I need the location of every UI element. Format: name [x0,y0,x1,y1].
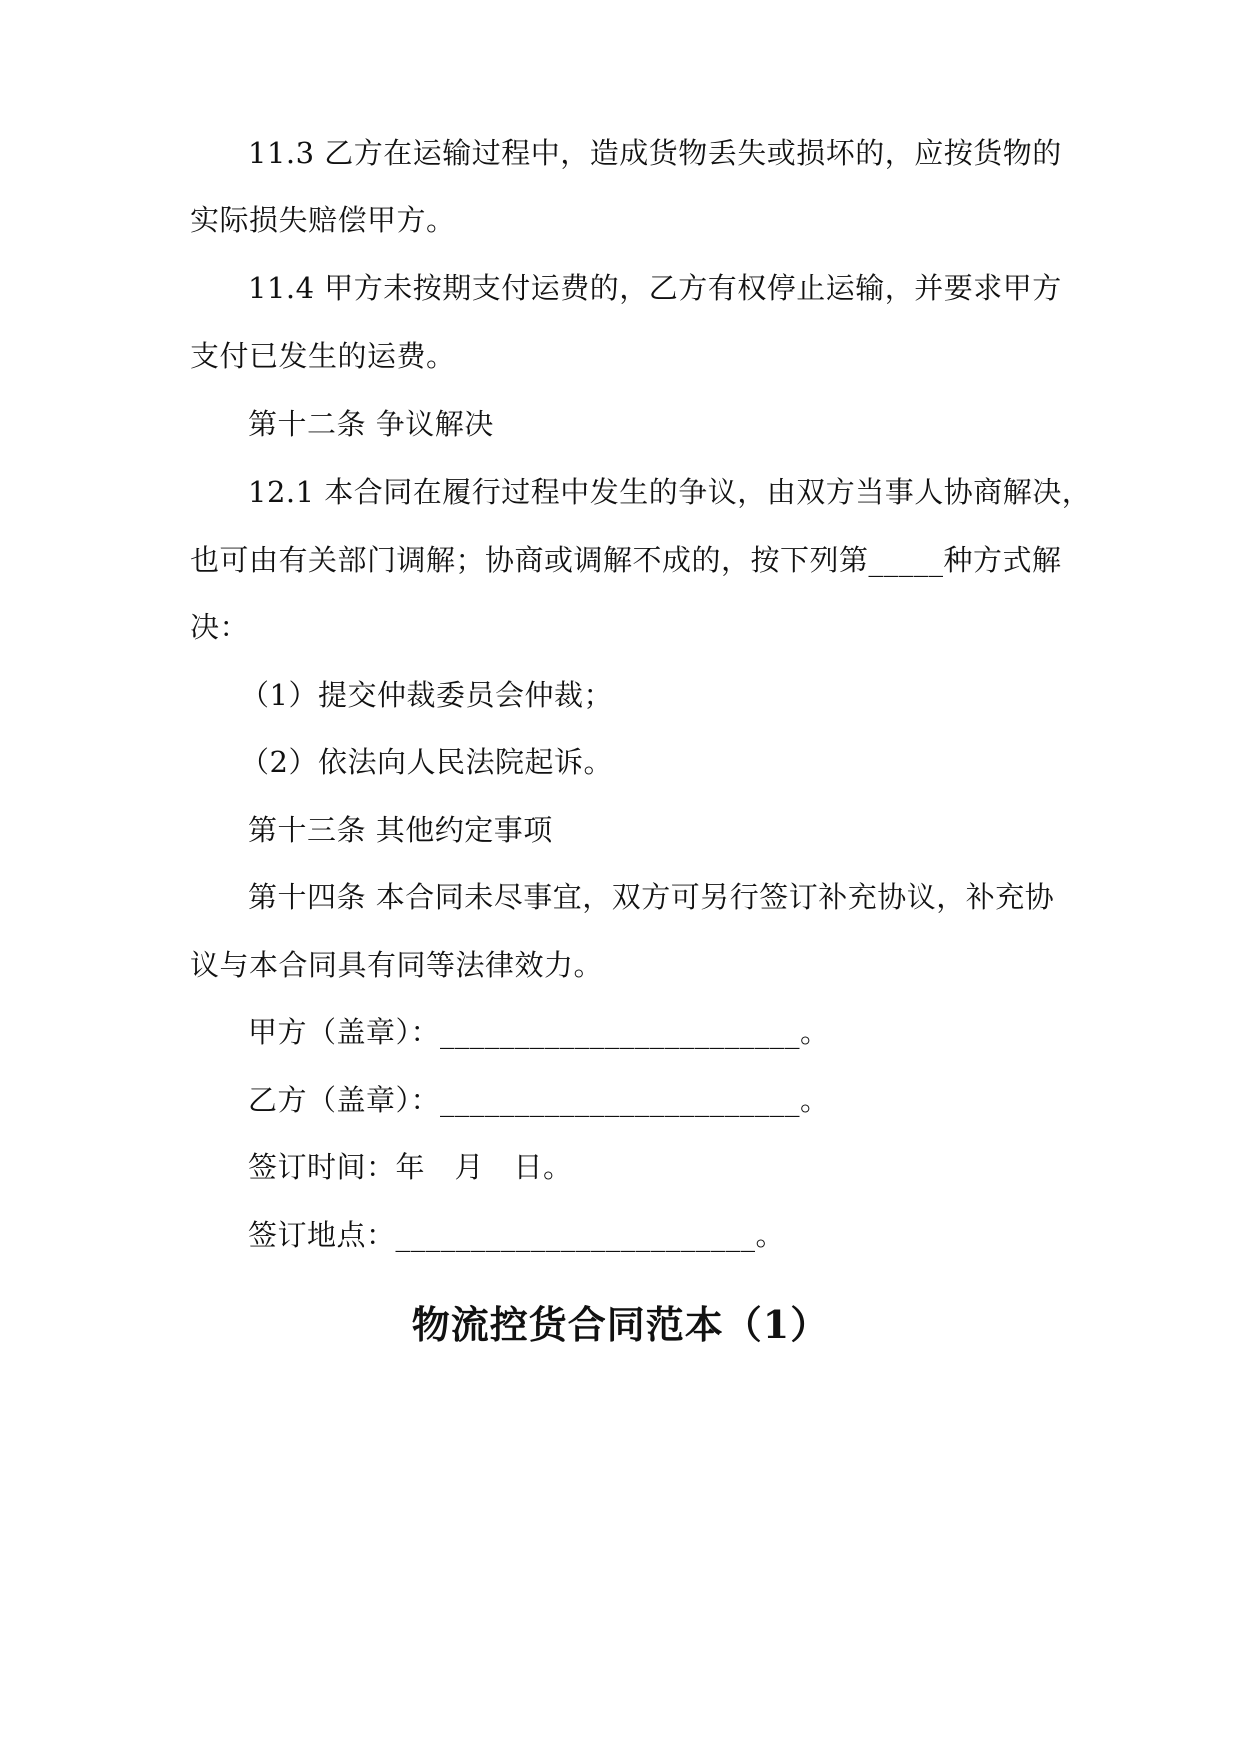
article-12-heading: 第十二条 争议解决 [248,407,494,441]
article-14-line-2: 议与本合同具有同等法律效力。 [190,948,604,982]
dispute-option-1: （1）提交仲裁委员会仲裁； [240,678,613,712]
clause-12-1-line-2: 也可由有关部门调解；协商或调解不成的，按下列第_____种方式解 [190,543,1062,577]
article-13-heading: 第十三条 其他约定事项 [248,813,553,847]
next-contract-title: 物流控货合同范本（1） [411,1302,830,1347]
clause-12-1-line-1: 12.1 本合同在履行过程中发生的争议，由双方当事人协商解决， [248,475,1092,509]
signing-place-line: 签订地点：________________________。 [248,1218,786,1252]
dispute-option-2: （2）依法向人民法院起诉。 [240,745,613,779]
clause-11-4-line-1: 11.4 甲方未按期支付运费的，乙方有权停止运输，并要求甲方 [248,271,1062,305]
clause-11-3-line-1: 11.3 乙方在运输过程中，造成货物丢失或损坏的，应按货物的 [248,136,1062,170]
article-14-line-1: 第十四条 本合同未尽事宜，双方可另行签订补充协议，补充协 [248,880,1055,914]
signing-time-line: 签订时间：年 月 日。 [248,1150,573,1184]
party-b-seal-line: 乙方（盖章）：________________________。 [248,1083,830,1117]
clause-12-1-line-3: 决： [190,610,250,644]
clause-11-4-line-2: 支付已发生的运费。 [190,339,456,373]
party-a-seal-line: 甲方（盖章）：________________________。 [248,1015,830,1049]
clause-11-3-line-2: 实际损失赔偿甲方。 [190,203,456,237]
